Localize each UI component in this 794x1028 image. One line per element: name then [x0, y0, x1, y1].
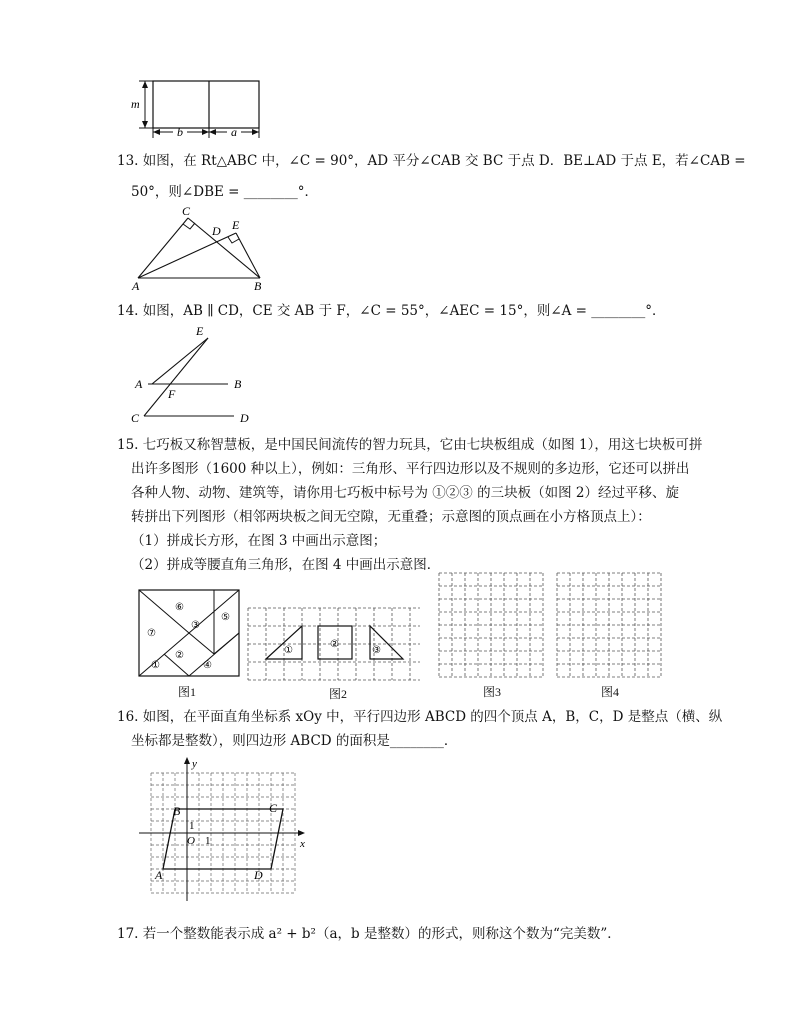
q13-label-B: B: [254, 279, 262, 293]
grid-fig4[interactable]: [555, 571, 663, 679]
q14-line1: 14. 如图，AB ∥ CD，CE 交 AB 于 F，∠C = 55°，∠AEC = 15°，则∠A = ________°．: [117, 303, 666, 319]
tangram-piece-3: ③: [191, 620, 200, 631]
q13-label-C: C: [182, 204, 191, 218]
q16-label-y: y: [192, 758, 197, 770]
label-b: b: [177, 125, 183, 139]
q16-label-O: O: [187, 835, 195, 847]
label-a: a: [231, 125, 237, 139]
q13-line2: 50°，则∠DBE = ________°．: [131, 184, 318, 200]
q14-label-D: D: [240, 411, 249, 425]
q16-label-D: D: [254, 868, 263, 882]
label-m: m: [131, 97, 140, 111]
grid-fig3[interactable]: [437, 571, 545, 679]
q16-label-B: B: [173, 804, 181, 818]
top-rectangle-figure: [125, 70, 275, 145]
q14-label-C: C: [131, 411, 140, 425]
q13-label-E: E: [232, 218, 240, 232]
tangram-piece-6: ⑥: [175, 602, 184, 613]
tangram-piece-5: ⑤: [221, 612, 230, 623]
q14-parallel-figure: [128, 322, 268, 426]
q15-line4: 转拼出下列图形（相邻两块板之间无空隙，无重叠；示意图的顶点画在小方格顶点上）：: [131, 509, 651, 525]
q16-label-C: C: [269, 801, 278, 815]
q16-label-A: A: [155, 868, 163, 882]
q13-line1: 13. 如图，在 Rt△ABC 中，∠C = 90°，AD 平分∠CAB 交 BC 于点 D．BE⊥AD 于点 E，若∠CAB =: [117, 153, 746, 169]
fig1-caption: 图1: [178, 685, 197, 699]
tangram-piece-7: ⑦: [147, 628, 156, 639]
q15-sub2: （2）拼成等腰直角三角形，在图 4 中画出示意图．: [131, 557, 441, 573]
tangram-piece-4: ④: [203, 660, 212, 671]
fig3-caption: 图3: [483, 685, 502, 699]
q16-line1: 16. 如图，在平面直角坐标系 xOy 中，平行四边形 ABCD 的四个顶点 A，B，C，D 是整点（横、纵: [117, 709, 723, 725]
q15-sub1: （1）拼成长方形，在图 3 中画出示意图；: [131, 533, 387, 549]
tangram-piece-1: ①: [151, 660, 160, 671]
q13-label-D: D: [212, 224, 221, 238]
q16-line2: 坐标都是整数），则四边形 ABCD 的面积是________．: [131, 733, 458, 749]
q14-label-E: E: [196, 324, 204, 338]
q14-label-F: F: [168, 387, 176, 401]
q16-label-one-y: 1: [189, 820, 195, 832]
q14-label-B: B: [234, 377, 242, 391]
fig2-piece-1: ①: [284, 645, 293, 656]
q14-label-A: A: [135, 377, 143, 391]
fig4-caption: 图4: [601, 685, 620, 699]
fig2-piece-2: ②: [330, 639, 339, 650]
q16-label-x: x: [300, 838, 305, 850]
q15-line3: 各种人物、动物、建筑等，请你用七巧板中标号为 ①②③ 的三块板（如图 2）经过平移、旋: [131, 485, 679, 501]
fig2-piece-3: ③: [372, 645, 381, 656]
q16-coordinate-figure: [135, 755, 315, 905]
q16-label-one-x: 1: [205, 835, 211, 847]
q17-line1: 17. 若一个整数能表示成 a² + b²（a，b 是整数）的形式，则称这个数为“完美数”．: [117, 926, 621, 942]
q15-line1: 15. 七巧板又称智慧板，是中国民间流传的智力玩具，它由七块板组成（如图 1），用这七块板可拼: [117, 437, 703, 453]
fig2-caption: 图2: [329, 687, 348, 701]
grid-fig2: [246, 605, 422, 685]
q13-triangle-figure: [128, 203, 273, 295]
tangram-piece-2: ②: [175, 650, 184, 661]
tangram-fig1: [135, 586, 245, 680]
q15-line2: 出许多图形（1600 种以上），例如：三角形、平行四边形以及不规则的多边形，它还可以拼出: [131, 461, 690, 477]
q13-label-A: A: [132, 279, 140, 293]
